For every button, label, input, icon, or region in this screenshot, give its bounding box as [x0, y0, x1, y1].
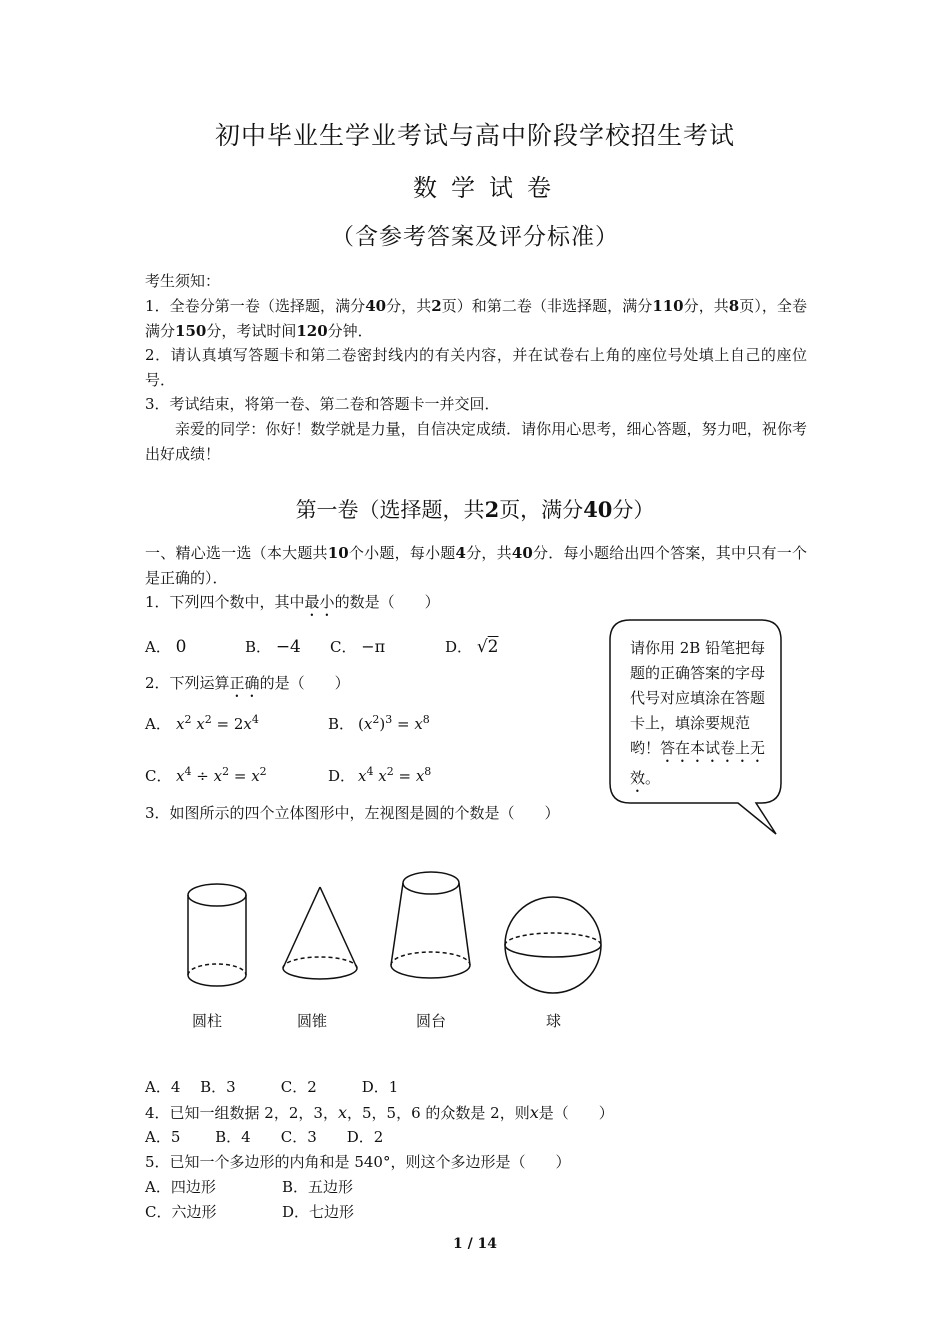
label-cylinder: 圆柱 — [192, 1012, 223, 1030]
q2-option-a: A． — [145, 715, 171, 733]
notice-heading: 考生须知： — [145, 272, 221, 290]
frustum-figure — [391, 872, 470, 978]
q5-option-d: D．七边形 — [282, 1203, 355, 1221]
section-title: 第一卷（选择题，共2页，满分40分） — [295, 497, 655, 522]
exam-subtitle: 数学试卷 — [413, 174, 565, 202]
q1-stem: 1．下列四个数中，其中最小的数是（ ） — [145, 593, 440, 611]
q4-stem: 4．已知一组数据 2，2，3，x，5，5，6 的众数是 2，则x是（ ） — [145, 1103, 614, 1122]
q1-option-b: B． −4 — [245, 637, 301, 657]
cylinder-figure — [188, 884, 246, 986]
callout-text: 请你用 2B 铅笔把每题的正确答案的字母代号对应填涂在答题卡上，填涂要规范哟！答在本试卷上无效。 — [630, 639, 766, 787]
exam-title: 初中毕业生学业考试与高中阶段学校招生考试 — [214, 121, 735, 150]
q1-option-c: C． −π — [330, 637, 386, 656]
q2-stem: 2．下列运算正确的是（ ） — [145, 674, 350, 692]
q2-option-b-expr: $(x^2)^3 = x^8$ — [358, 713, 430, 733]
q1-option-a: A． 0 — [145, 637, 187, 657]
exam-note: （含参考答案及评分标准） — [331, 224, 619, 250]
q2-option-d-expr: $x^4$ $x^2 = x^8$ — [358, 765, 432, 785]
q2-option-c-expr: $x^4 \div x^2 = x^2$ — [176, 765, 267, 785]
q1-option-d: D． √2 — [445, 637, 499, 657]
q2-option-d: D． — [328, 767, 356, 785]
label-sphere: 球 — [546, 1012, 562, 1030]
q2-option-c: C． — [145, 767, 172, 785]
q5-option-c: C．六边形 — [145, 1203, 217, 1221]
solids-figure — [170, 865, 620, 995]
q2-option-a-expr: $x^2$ $x^2 = 2x^4$ — [176, 713, 259, 733]
q4-options: A．5 B．4 C．3 D．2 — [145, 1128, 384, 1146]
notice-item-1: 1．全卷分第一卷（选择题，满分40分，共2页）和第二卷（非选择题，满分110分，共8页），全卷满分150分，考试时间120分钟． — [145, 297, 807, 340]
sphere-figure — [505, 897, 601, 993]
cone-figure — [283, 887, 357, 979]
label-frustum: 圆台 — [416, 1012, 447, 1030]
section-instructions: 一、精心选一选（本大题共10个小题，每小题4分，共40分．每小题给出四个答案，其中只有一个是正确的）． — [145, 544, 807, 587]
q2-option-b: B． — [328, 715, 355, 733]
q5-option-a: A．四边形 — [145, 1178, 216, 1196]
q5-option-b: B．五边形 — [282, 1178, 354, 1196]
notice-greeting: 亲爱的同学：你好！数学就是力量，自信决定成绩．请你用心思考，细心答题，努力吧，祝你考出好成绩！ — [145, 420, 807, 463]
notice-item-3: 3．考试结束，将第一卷、第二卷和答题卡一并交回． — [145, 395, 500, 413]
label-cone: 圆锥 — [297, 1012, 328, 1030]
q3-stem: 3．如图所示的四个立体图形中，左视图是圆的个数是（ ） — [145, 804, 560, 822]
q5-stem: 5．已知一个多边形的内角和是 540°，则这个多边形是（ ） — [145, 1153, 571, 1171]
notice-item-2: 2．请认真填写答题卡和第二卷密封线内的有关内容，并在试卷右上角的座位号处填上自己的座位号． — [145, 346, 807, 389]
page-number: 1 / 14 — [452, 1236, 498, 1252]
q3-options: A．4 B．3 C．2 D．1 — [145, 1078, 399, 1096]
